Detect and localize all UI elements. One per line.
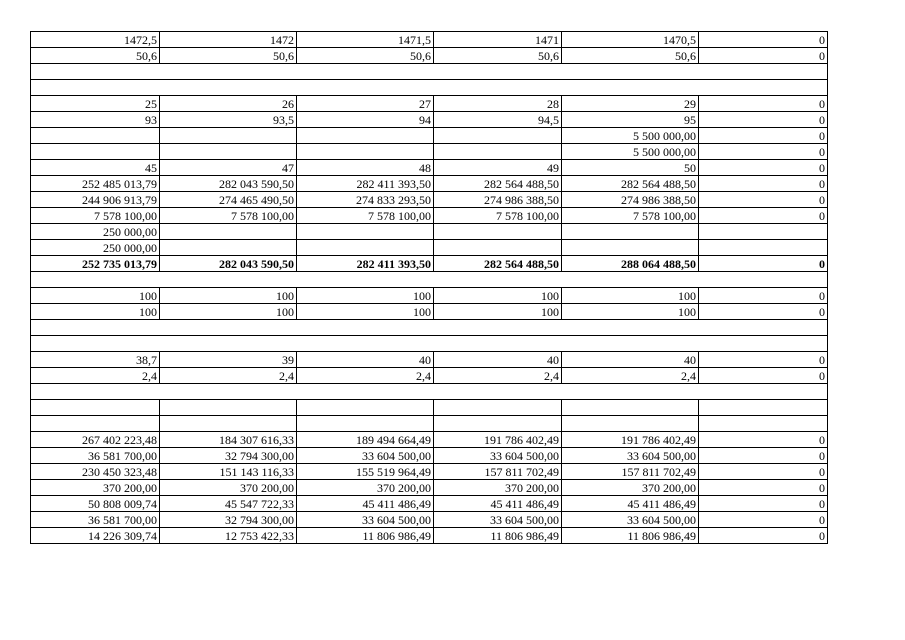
table-cell: 252 735 013,79 [31,256,160,272]
table-cell: 274 465 490,50 [160,192,297,208]
table-cell [31,320,160,336]
table-cell: 7 578 100,00 [434,208,562,224]
table-row [31,368,828,384]
table-cell: 274 986 388,50 [434,192,562,208]
table-row [31,240,828,256]
table-cell: 370 200,00 [434,480,562,496]
table-cell [297,80,434,96]
table-cell [562,320,699,336]
table-cell: 0 [699,96,828,112]
table-cell [31,400,160,416]
table-cell: 11 806 986,49 [297,528,434,544]
table-row [31,128,828,144]
spacer-row [31,272,828,288]
data-table [30,31,828,544]
table-cell [699,400,828,416]
table-cell: 49 [434,160,562,176]
table-cell: 282 043 590,50 [160,176,297,192]
table-cell: 244 906 913,79 [31,192,160,208]
table-cell: 45 547 722,33 [160,496,297,512]
table-cell: 282 411 393,50 [297,256,434,272]
table-row [31,96,828,112]
spacer-row [31,384,828,400]
table-cell [31,144,160,160]
table-row [31,352,828,368]
table-row [31,160,828,176]
table-cell: 5 500 000,00 [562,128,699,144]
table-cell: 32 794 300,00 [160,512,297,528]
table-cell: 0 [699,352,828,368]
table-row [31,48,828,64]
table-cell: 11 806 986,49 [434,528,562,544]
table-cell: 2,4 [434,368,562,384]
table-cell [434,384,562,400]
table-cell: 33 604 500,00 [562,512,699,528]
table-cell [297,64,434,80]
table-cell: 191 786 402,49 [562,432,699,448]
table-cell [434,240,562,256]
table-cell: 100 [160,288,297,304]
table-cell: 0 [699,192,828,208]
table-cell [699,384,828,400]
table-cell: 282 564 488,50 [434,176,562,192]
table-cell: 29 [562,96,699,112]
table-cell: 0 [699,512,828,528]
table-cell: 33 604 500,00 [562,448,699,464]
table-cell: 45 411 486,49 [297,496,434,512]
table-cell: 5 500 000,00 [562,144,699,160]
table-cell [699,240,828,256]
table-cell [297,336,434,352]
table-cell: 252 485 013,79 [31,176,160,192]
table-cell: 282 564 488,50 [562,176,699,192]
table-cell [160,416,297,432]
table-cell [297,144,434,160]
table-cell [297,128,434,144]
table-cell [160,64,297,80]
table-cell: 25 [31,96,160,112]
table-cell: 50,6 [31,48,160,64]
table-row [31,480,828,496]
table-cell: 184 307 616,33 [160,432,297,448]
table-cell [297,320,434,336]
table-cell: 50 [562,160,699,176]
table-cell: 155 519 964,49 [297,464,434,480]
table-cell [160,384,297,400]
table-cell: 1472,5 [31,32,160,48]
table-cell: 370 200,00 [562,480,699,496]
table-cell: 93 [31,112,160,128]
table-cell: 2,4 [160,368,297,384]
table-cell: 370 200,00 [297,480,434,496]
table-cell [31,80,160,96]
table-cell: 191 786 402,49 [434,432,562,448]
table-row [31,464,828,480]
table-cell: 157 811 702,49 [434,464,562,480]
table-cell [160,128,297,144]
table-cell: 100 [434,304,562,320]
table-cell: 38,7 [31,352,160,368]
table-cell [562,64,699,80]
table-row [31,416,828,432]
table-row [31,496,828,512]
table-row [31,304,828,320]
table-row [31,208,828,224]
table-cell: 1472 [160,32,297,48]
table-cell [160,144,297,160]
table-cell: 94,5 [434,112,562,128]
table-cell: 32 794 300,00 [160,448,297,464]
table-cell [562,400,699,416]
table-cell [160,272,297,288]
table-cell: 100 [562,288,699,304]
table-cell: 0 [699,432,828,448]
table-cell: 1471,5 [297,32,434,48]
table-cell: 0 [699,528,828,544]
table-cell: 33 604 500,00 [434,448,562,464]
table-cell: 12 753 422,33 [160,528,297,544]
table-cell: 100 [31,304,160,320]
table-cell [297,272,434,288]
spacer-row [31,64,828,80]
table-cell: 7 578 100,00 [562,208,699,224]
table-body [31,32,828,544]
table-cell [160,336,297,352]
table-cell [160,240,297,256]
table-cell: 0 [699,112,828,128]
table-cell [434,272,562,288]
table-cell [699,80,828,96]
table-cell: 0 [699,176,828,192]
table-cell [562,240,699,256]
table-row [31,192,828,208]
table-row [31,448,828,464]
table-cell: 0 [699,32,828,48]
table-cell: 0 [699,448,828,464]
table-cell [31,272,160,288]
table-cell: 274 833 293,50 [297,192,434,208]
table-cell [434,336,562,352]
table-cell [434,224,562,240]
table-cell: 0 [699,160,828,176]
table-cell: 28 [434,96,562,112]
table-cell: 26 [160,96,297,112]
table-cell [699,416,828,432]
table-cell [31,128,160,144]
spacer-row [31,80,828,96]
table-cell: 33 604 500,00 [297,448,434,464]
table-cell: 36 581 700,00 [31,512,160,528]
table-cell: 370 200,00 [160,480,297,496]
table-cell: 40 [562,352,699,368]
table-cell: 230 450 323,48 [31,464,160,480]
table-cell: 50,6 [160,48,297,64]
table-cell: 7 578 100,00 [31,208,160,224]
table-cell [562,384,699,400]
table-cell [699,336,828,352]
table-cell: 0 [699,480,828,496]
table-cell: 39 [160,352,297,368]
table-cell: 370 200,00 [31,480,160,496]
table-cell [699,224,828,240]
table-cell: 2,4 [297,368,434,384]
table-row [31,400,828,416]
table-cell: 11 806 986,49 [562,528,699,544]
table-cell: 282 411 393,50 [297,176,434,192]
table-cell [31,336,160,352]
table-cell: 48 [297,160,434,176]
table-cell: 2,4 [562,368,699,384]
table-cell [562,336,699,352]
table-cell: 100 [297,304,434,320]
table-cell [160,400,297,416]
table-cell: 40 [434,352,562,368]
table-cell: 100 [31,288,160,304]
table-cell: 94 [297,112,434,128]
table-cell: 0 [699,368,828,384]
table-cell: 0 [699,128,828,144]
table-cell: 50,6 [434,48,562,64]
table-cell [434,80,562,96]
table-cell [297,416,434,432]
table-cell [297,384,434,400]
spacer-row [31,320,828,336]
total-row [31,256,828,272]
table-cell [160,80,297,96]
table-cell [31,64,160,80]
table-cell: 50 808 009,74 [31,496,160,512]
table-cell [434,320,562,336]
table-cell: 282 043 590,50 [160,256,297,272]
table-cell [562,224,699,240]
table-cell: 100 [297,288,434,304]
table-row [31,176,828,192]
table-cell [434,144,562,160]
table-cell: 7 578 100,00 [297,208,434,224]
table-row [31,224,828,240]
table-cell: 267 402 223,48 [31,432,160,448]
table-cell: 100 [160,304,297,320]
table-cell: 0 [699,144,828,160]
table-cell: 157 811 702,49 [562,464,699,480]
table-cell: 274 986 388,50 [562,192,699,208]
table-row [31,288,828,304]
table-cell [434,64,562,80]
table-cell: 50,6 [562,48,699,64]
table-row [31,112,828,128]
table-cell [434,400,562,416]
table-cell: 0 [699,304,828,320]
table-row [31,32,828,48]
table-cell: 1471 [434,32,562,48]
table-cell [562,416,699,432]
table-cell: 33 604 500,00 [434,512,562,528]
table-cell [297,224,434,240]
table-cell: 100 [434,288,562,304]
table-cell: 7 578 100,00 [160,208,297,224]
table-cell: 100 [562,304,699,320]
table-row [31,512,828,528]
table-cell [31,416,160,432]
table-row [31,144,828,160]
table-cell: 95 [562,112,699,128]
table-cell: 45 [31,160,160,176]
table-cell: 250 000,00 [31,240,160,256]
table-cell: 27 [297,96,434,112]
table-cell: 250 000,00 [31,224,160,240]
table-cell: 0 [699,464,828,480]
table-cell: 40 [297,352,434,368]
table-cell: 151 143 116,33 [160,464,297,480]
table-cell [562,272,699,288]
table-cell: 45 411 486,49 [434,496,562,512]
table-cell: 2,4 [31,368,160,384]
table-cell: 36 581 700,00 [31,448,160,464]
table-cell [297,240,434,256]
table-cell: 282 564 488,50 [434,256,562,272]
table-cell: 0 [699,208,828,224]
table-cell: 288 064 488,50 [562,256,699,272]
table-cell: 93,5 [160,112,297,128]
table-cell: 47 [160,160,297,176]
table-cell [699,272,828,288]
table-cell [699,320,828,336]
table-cell: 14 226 309,74 [31,528,160,544]
table-cell: 0 [699,288,828,304]
table-cell [31,384,160,400]
spacer-row [31,336,828,352]
table-row [31,432,828,448]
table-cell [160,224,297,240]
table-cell [562,80,699,96]
table-cell: 33 604 500,00 [297,512,434,528]
table-cell: 50,6 [297,48,434,64]
table-cell: 0 [699,496,828,512]
table-cell [297,400,434,416]
table-cell [434,128,562,144]
table-row [31,528,828,544]
table-cell: 45 411 486,49 [562,496,699,512]
table-cell [699,64,828,80]
table-cell: 189 494 664,49 [297,432,434,448]
table-cell: 1470,5 [562,32,699,48]
table-cell [434,416,562,432]
table-cell [160,320,297,336]
table-cell: 0 [699,48,828,64]
table-cell: 0 [699,256,828,272]
